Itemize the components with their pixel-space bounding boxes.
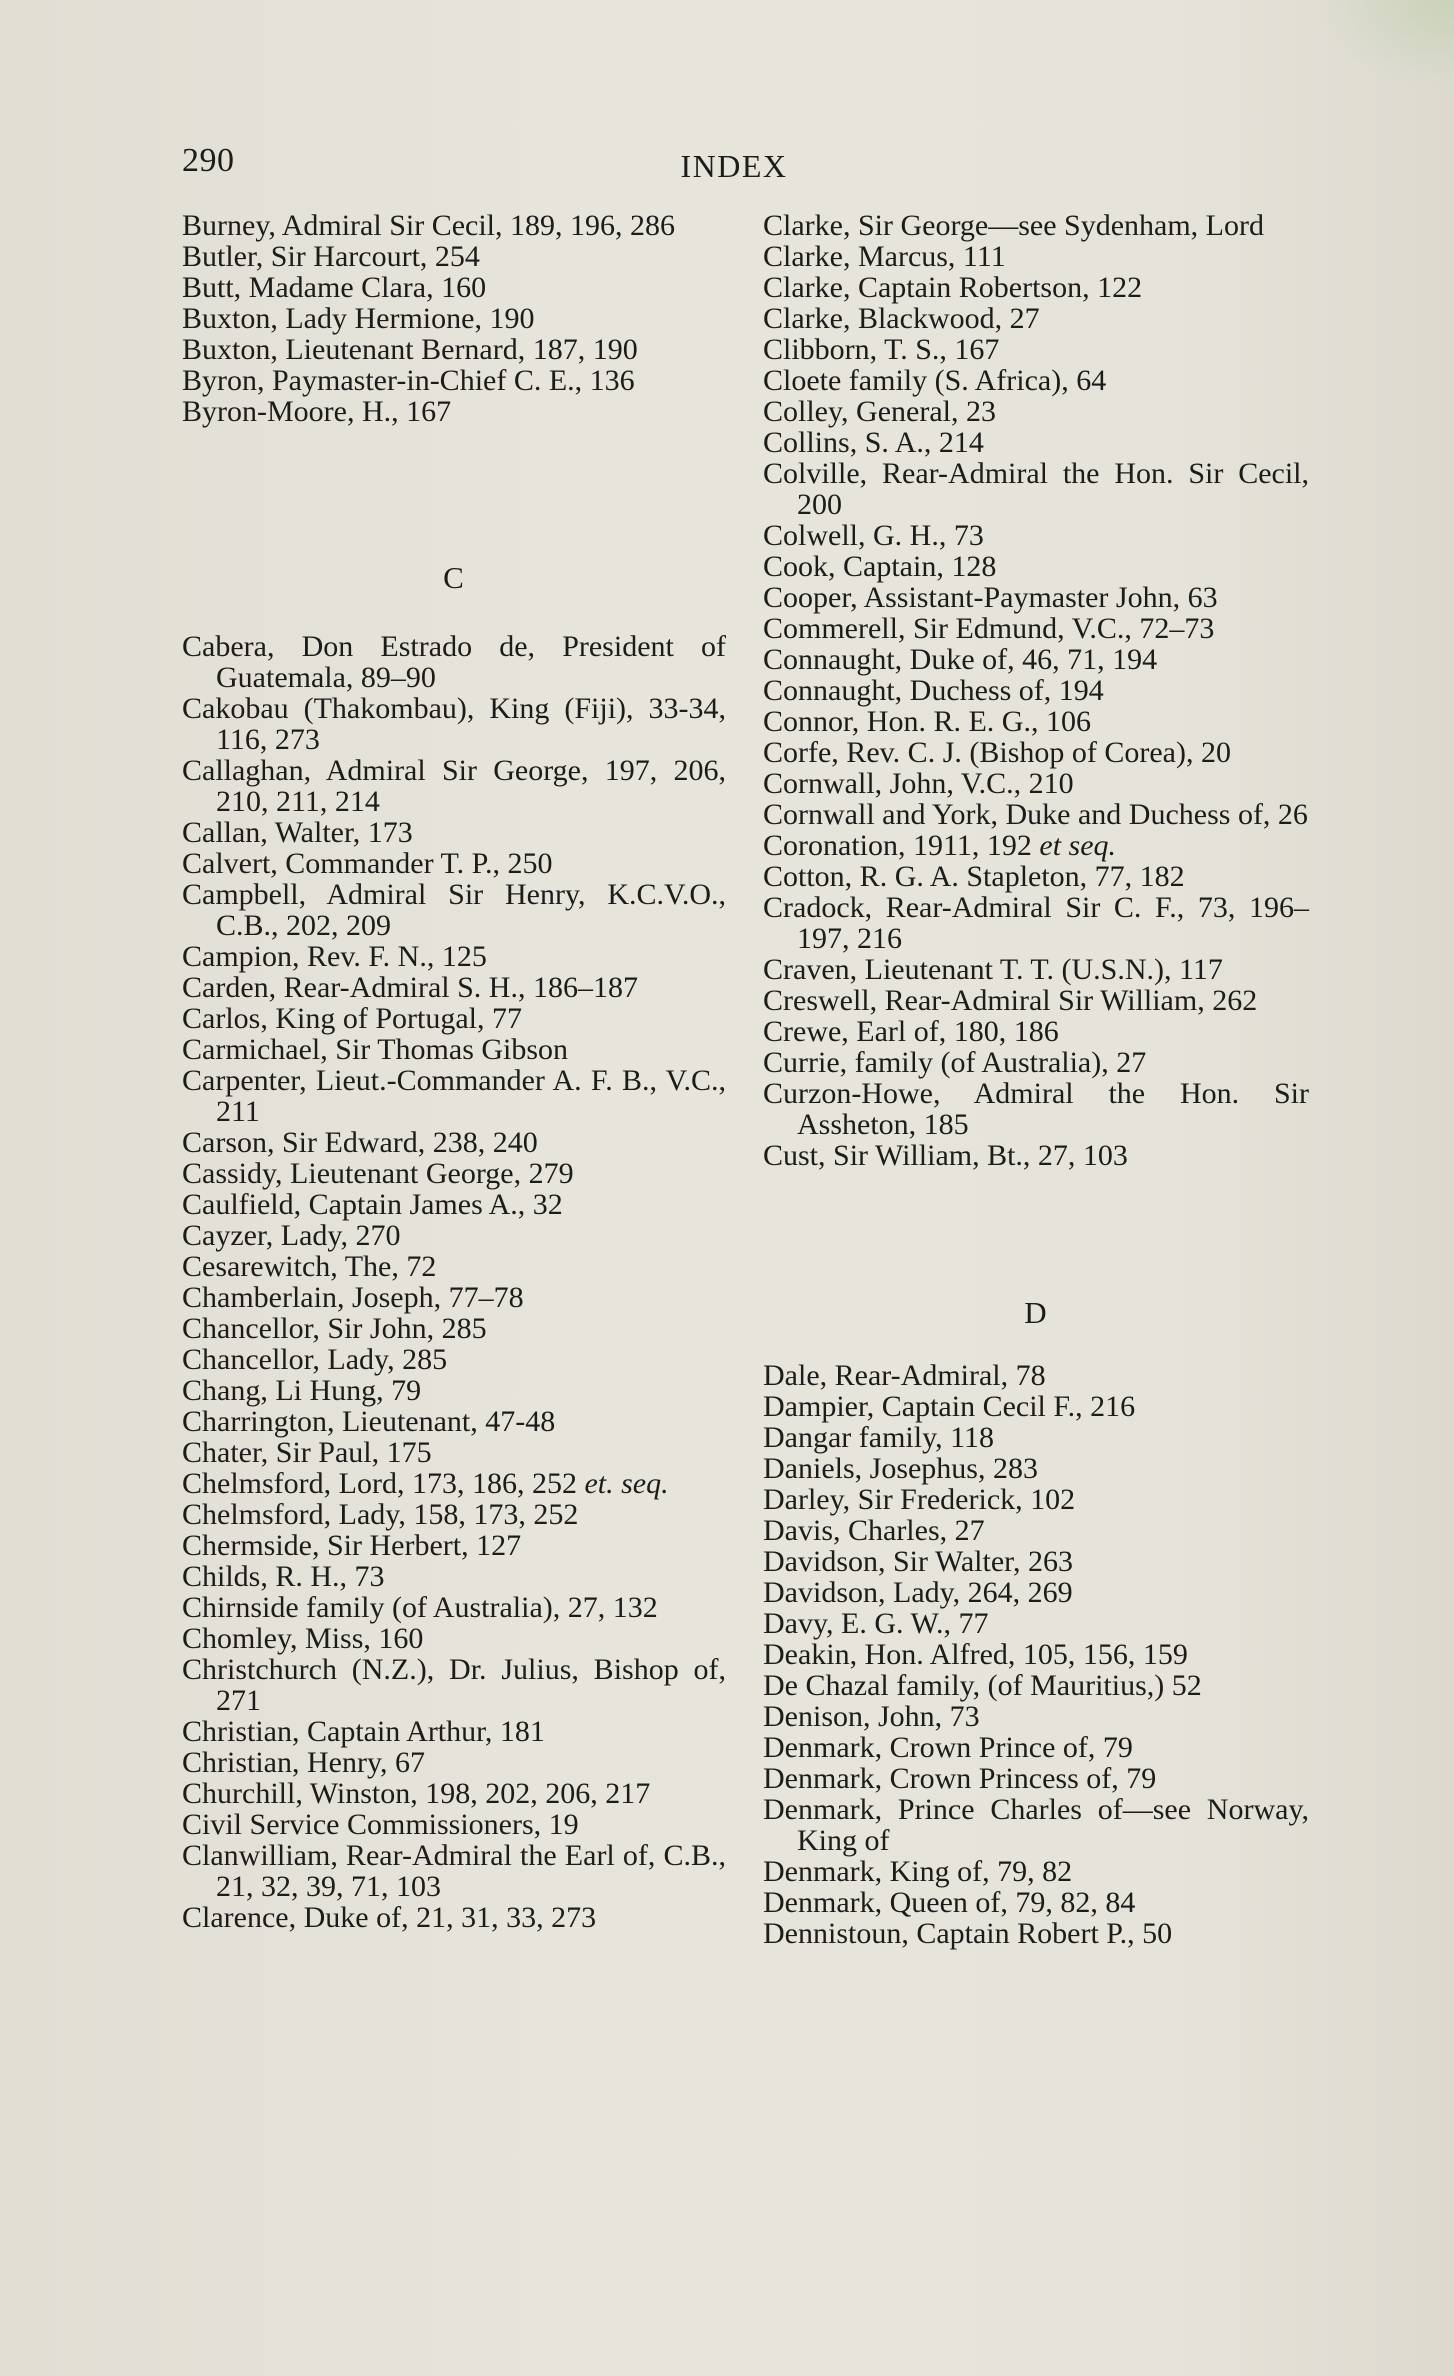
index-entry: Dale, Rear-Admiral, 78	[763, 1359, 1046, 1392]
left-column	[182, 210, 726, 1933]
index-entry: Burney, Admiral Sir Cecil, 189, 196, 286	[182, 209, 676, 242]
running-head: INDEX	[680, 148, 788, 184]
entries-c-continued	[182, 1499, 726, 1933]
index-entry: Chater, Sir Paul, 175	[182, 1436, 432, 1469]
index-entry: Dampier, Captain Cecil F., 216	[763, 1390, 1136, 1423]
index-entry: Cloete family (S. Africa), 64	[763, 364, 1107, 397]
index-entry: Clarke, Marcus, 111	[763, 240, 1006, 273]
index-entry: Connaught, Duke of, 46, 71, 194	[763, 643, 1158, 676]
entries-d	[763, 1360, 1309, 1949]
index-entry: Callaghan, Admiral Sir George, 197, 206, 210, 211, 214	[182, 754, 726, 818]
index-entry: Curzon-Howe, Admiral the Hon. Sir Assheton, 185	[763, 1077, 1309, 1141]
index-entry: Carson, Sir Edward, 238, 240	[182, 1126, 538, 1159]
index-entry: Cassidy, Lieutenant George, 279	[182, 1157, 574, 1190]
index-entry: Davidson, Lady, 264, 269	[763, 1576, 1073, 1609]
index-entry: Byron, Paymaster-in-Chief C. E., 136	[182, 364, 635, 397]
index-entry: Deakin, Hon. Alfred, 105, 156, 159	[763, 1638, 1188, 1671]
index-entry: Chamberlain, Joseph, 77–78	[182, 1281, 524, 1314]
index-entry: Carpenter, Lieut.-Commander A. F. B., V.C., 211	[182, 1064, 726, 1128]
index-entry: Clarke, Sir George—see Sydenham, Lord	[763, 209, 1264, 242]
index-entry: Buxton, Lady Hermione, 190	[182, 302, 535, 335]
index-entry: Denmark, Crown Prince of, 79	[763, 1731, 1133, 1764]
index-entry: Cesarewitch, The, 72	[182, 1250, 437, 1283]
entry-text: Coronation, 1911, 192	[763, 829, 1032, 862]
index-entry: Collins, S. A., 214	[763, 426, 984, 459]
index-entry: Denmark, Queen of, 79, 82, 84	[763, 1886, 1136, 1919]
index-entry: Davis, Charles, 27	[763, 1514, 985, 1547]
index-entry: Craven, Lieutenant T. T. (U.S.N.), 117	[763, 953, 1223, 986]
index-entry: Carlos, King of Portugal, 77	[182, 1002, 522, 1035]
index-entry: Colville, Rear-Admiral the Hon. Sir Cecil, 200	[763, 457, 1309, 521]
index-entry: Byron-Moore, H., 167	[182, 395, 452, 428]
index-entry: Denmark, King of, 79, 82	[763, 1855, 1073, 1888]
section-letter-c: C	[443, 560, 465, 595]
right-column	[763, 210, 1309, 1949]
index-entry: Campbell, Admiral Sir Henry, K.C.V.O., C.B., 202, 209	[182, 878, 726, 942]
index-entry: Connor, Hon. R. E. G., 106	[763, 705, 1091, 738]
entry-italic-suffix: et seq.	[1039, 829, 1117, 862]
index-entry: Clanwilliam, Rear-Admiral the Earl of, C.B., 21, 32, 39, 71, 103	[182, 1839, 726, 1903]
index-entry: Denmark, Prince Charles of—see Norway, King of	[763, 1793, 1309, 1857]
index-entry: Daniels, Josephus, 283	[763, 1452, 1038, 1485]
index-entry: Davy, E. G. W., 77	[763, 1607, 989, 1640]
index-entry: Civil Service Commissioners, 19	[182, 1808, 579, 1841]
entry-italic-suffix: et. seq.	[584, 1467, 669, 1500]
index-entry: Cradock, Rear-Admiral Sir C. F., 73, 196–197, 216	[763, 891, 1309, 955]
index-entry: Chomley, Miss, 160	[182, 1622, 424, 1655]
index-entry: Creswell, Rear-Admiral Sir William, 262	[763, 984, 1258, 1017]
index-entry: Callan, Walter, 173	[182, 816, 413, 849]
index-entry: Churchill, Winston, 198, 202, 206, 217	[182, 1777, 651, 1810]
index-entry: Cooper, Assistant-Paymaster John, 63	[763, 581, 1218, 614]
index-entry: Chancellor, Sir John, 285	[182, 1312, 487, 1345]
index-entry: Dennistoun, Captain Robert P., 50	[763, 1917, 1173, 1950]
index-entry: Christian, Henry, 67	[182, 1746, 426, 1779]
index-entry: Calvert, Commander T. P., 250	[182, 847, 553, 880]
index-entry: Denison, John, 73	[763, 1700, 980, 1733]
index-entry: Christchurch (N.Z.), Dr. Julius, Bishop of, 271	[182, 1653, 726, 1717]
index-entry: Campion, Rev. F. N., 125	[182, 940, 487, 973]
index-entry: Cabera, Don Estrado de, President of Guatemala, 89–90	[182, 630, 726, 694]
index-entry: Butler, Sir Harcourt, 254	[182, 240, 480, 273]
index-entry: Denmark, Crown Princess of, 79	[763, 1762, 1157, 1795]
index-entry: Clarence, Duke of, 21, 31, 33, 273	[182, 1901, 597, 1934]
index-entry: Corfe, Rev. C. J. (Bishop of Corea), 20	[763, 736, 1231, 769]
index-entry: Cook, Captain, 128	[763, 550, 997, 583]
index-entry: Cakobau (Thakombau), King (Fiji), 33-34, 116, 273	[182, 692, 726, 756]
index-entry: Childs, R. H., 73	[182, 1560, 385, 1593]
index-entry: Cornwall and York, Duke and Duchess of, 26	[763, 798, 1308, 831]
index-entry: Dangar family, 118	[763, 1421, 995, 1454]
entries-b	[182, 210, 726, 427]
entries-c	[182, 631, 726, 1468]
index-entry: Colley, General, 23	[763, 395, 996, 428]
index-entry: Chirnside family (of Australia), 27, 132	[182, 1591, 658, 1624]
index-entry-coronation	[763, 830, 1309, 861]
index-entry: Carden, Rear-Admiral S. H., 186–187	[182, 971, 638, 1004]
index-entry: Caulfield, Captain James A., 32	[182, 1188, 563, 1221]
page-number: 290	[182, 142, 235, 179]
entries-c-right-continued	[763, 861, 1309, 1171]
index-entry: Cotton, R. G. A. Stapleton, 77, 182	[763, 860, 1185, 893]
index-entry: Crewe, Earl of, 180, 186	[763, 1015, 1059, 1048]
index-entry: Butt, Madame Clara, 160	[182, 271, 487, 304]
index-entry: Christian, Captain Arthur, 181	[182, 1715, 545, 1748]
index-entry: Chermside, Sir Herbert, 127	[182, 1529, 522, 1562]
index-entry: Davidson, Sir Walter, 263	[763, 1545, 1073, 1578]
index-entry: Chancellor, Lady, 285	[182, 1343, 448, 1376]
entry-text: Chelmsford, Lord, 173, 186, 252	[182, 1467, 577, 1500]
index-entry: Clarke, Blackwood, 27	[763, 302, 1040, 335]
index-entry: Colwell, G. H., 73	[763, 519, 984, 552]
index-entry: Currie, family (of Australia), 27	[763, 1046, 1147, 1079]
index-entry: Clibborn, T. S., 167	[763, 333, 1000, 366]
index-entry: Connaught, Duchess of, 194	[763, 674, 1104, 707]
index-entry-chelmsford-lord	[182, 1468, 726, 1499]
index-entry: Clarke, Captain Robertson, 122	[763, 271, 1143, 304]
entries-c-right	[763, 210, 1309, 830]
index-entry: Chang, Li Hung, 79	[182, 1374, 422, 1407]
index-entry: Cayzer, Lady, 270	[182, 1219, 401, 1252]
index-entry: Cornwall, John, V.C., 210	[763, 767, 1074, 800]
index-entry: Commerell, Sir Edmund, V.C., 72–73	[763, 612, 1215, 645]
index-entry: De Chazal family, (of Mauritius,) 52	[763, 1669, 1202, 1702]
index-entry: Cust, Sir William, Bt., 27, 103	[763, 1139, 1128, 1172]
index-entry: Darley, Sir Frederick, 102	[763, 1483, 1076, 1516]
index-entry: Buxton, Lieutenant Bernard, 187, 190	[182, 333, 638, 366]
page-corner-discoloration	[1314, 0, 1454, 90]
index-entry: Carmichael, Sir Thomas Gibson	[182, 1033, 569, 1066]
section-letter-d: D	[1024, 1295, 1048, 1330]
index-entry: Chelmsford, Lady, 158, 173, 252	[182, 1498, 579, 1531]
index-entry: Charrington, Lieutenant, 47-48	[182, 1405, 556, 1438]
